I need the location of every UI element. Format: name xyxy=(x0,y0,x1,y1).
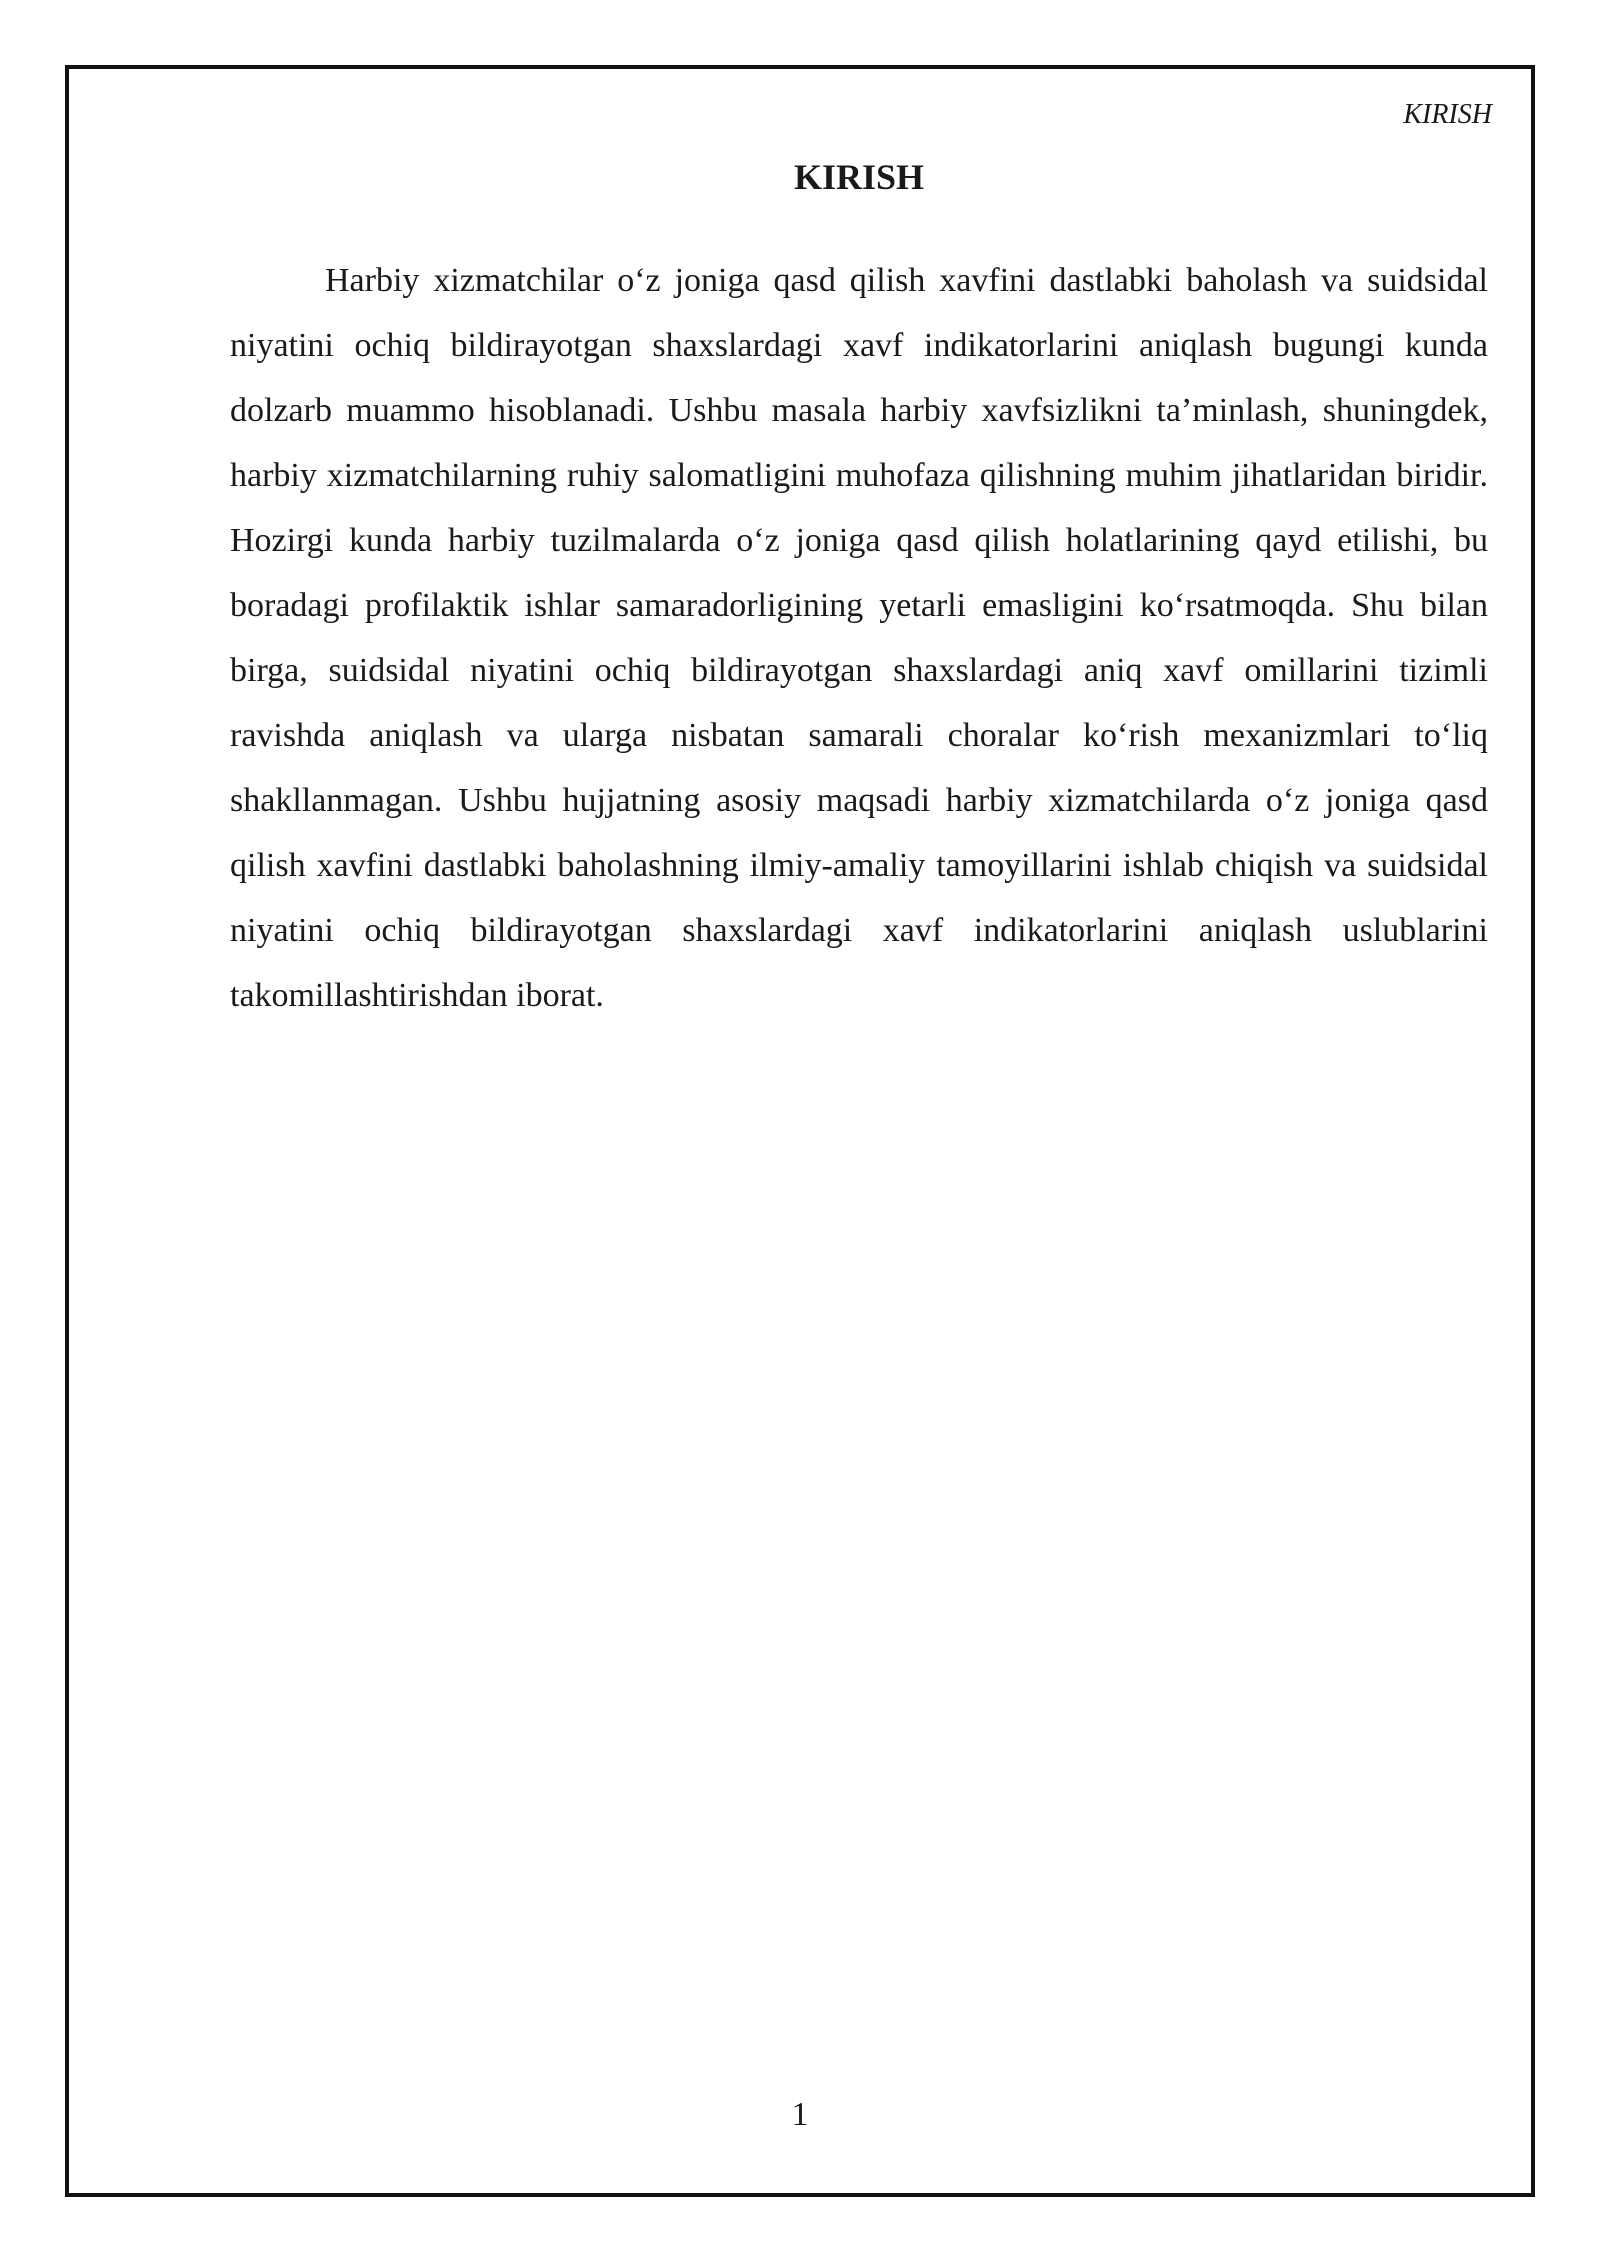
page-number: 1 xyxy=(791,2096,809,2133)
section-heading: KIRISH xyxy=(793,157,925,197)
body-paragraph: Harbiy xizmatchilar o‘z joniga qasd qilish xavfini dastlabki baholash va suidsidal niyatini ochiq bildirayotgan shaxslardagi xavf indikatorlarini aniqlash bugungi kunda dolzarb muammo hisoblanadi. Ushbu masala harbiy xavfsizlikni ta’minlash, shuningdek, harbiy xizmatchilarning ruhiy salomatligini muhofaza qilishning muhim jihatlaridan biridir. Hozirgi kunda harbiy tuzilmalarda o‘z joniga qasd qilish holatlarining qayd etilishi, bu boradagi profilaktik ishlar samaradorligining yetarli emasligini ko‘rsatmoqda. Shu bilan birga, suidsidal niyatini ochiq bildirayotgan shaxslardagi aniq xavf omillarini tizimli ravishda aniqlash va ularga nisbatan samarali choralar ko‘rish mexanizmlari to‘liq shakllanmagan. Ushbu hujjatning asosiy maqsadi harbiy xizmatchilarda o‘z joniga qasd qilish xavfini dastlabki baholashning ilmiy-amaliy tamoyillarini ishlab chiqish va suidsidal niyatini ochiq bildirayotgan shaxslardagi xavf indikatorlarini aniqlash uslublarini takomillashtirishdan iborat. xyxy=(230,262,1488,1014)
running-header: KIRISH xyxy=(1403,99,1492,130)
